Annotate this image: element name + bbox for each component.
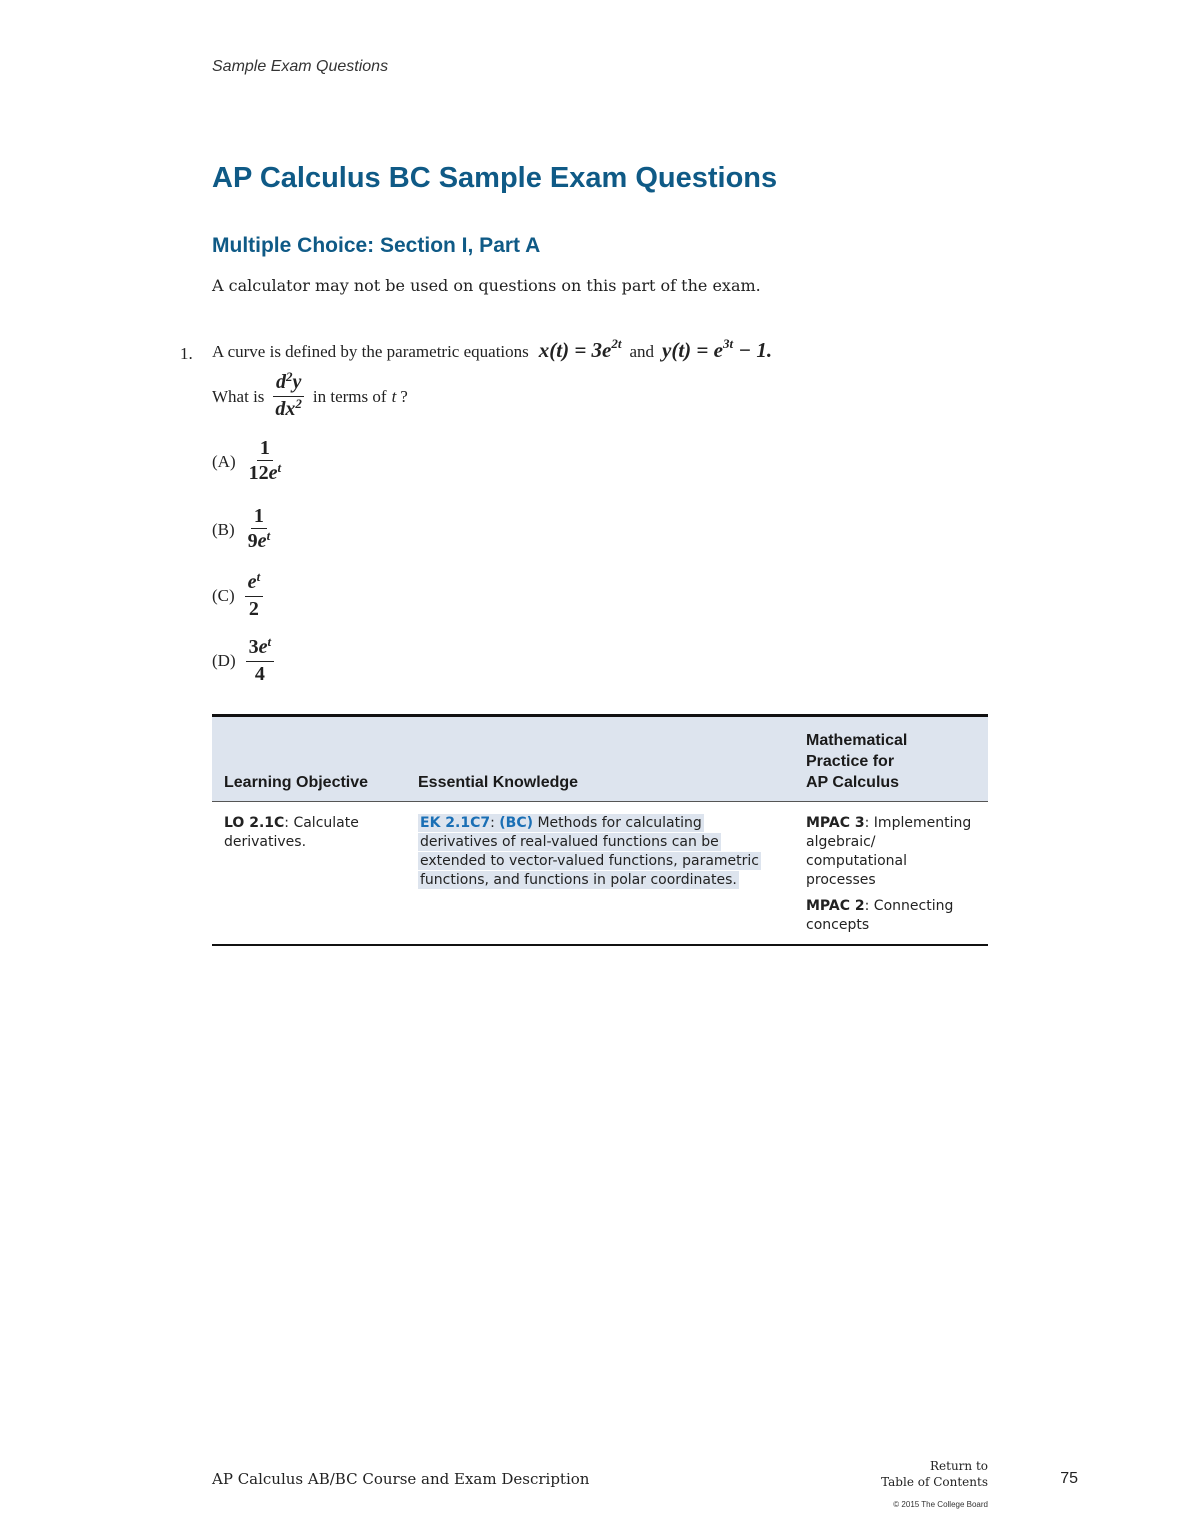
question-prompt bbox=[212, 370, 408, 423]
return-to-toc-link[interactable]: Return to Table of Contents bbox=[881, 1459, 988, 1489]
header-essential-knowledge: Essential Knowledge bbox=[418, 774, 579, 791]
choice-b-fraction: $\frac{1}{9e^t}$ bbox=[247, 505, 271, 552]
prompt-suffix: in terms of bbox=[312, 386, 387, 406]
question-number: 1. bbox=[180, 344, 193, 363]
footer-copyright: © 2015 The College Board bbox=[893, 1500, 988, 1509]
running-header: Sample Exam Questions bbox=[212, 58, 389, 75]
page-number: 75 bbox=[1060, 1470, 1078, 1487]
x-equation: $x(t) = 3e^{2t}$ bbox=[538, 336, 622, 362]
choice-d[interactable]: (D) $\frac{3e^t}{4}$ bbox=[212, 635, 282, 686]
section-instruction: A calculator may not be used on questions on this part of the exam. bbox=[212, 276, 761, 295]
math-practice-cell: MPAC 3: Implementing algebraic/ computational processes MPAC 2: Connecting concepts bbox=[806, 815, 972, 933]
table-header-row bbox=[212, 717, 988, 802]
question-text: A curve is defined by the parametric equations bbox=[212, 342, 529, 361]
choice-d-fraction: $\frac{3e^t}{4}$ bbox=[246, 635, 275, 686]
question-stem bbox=[212, 338, 772, 363]
page-title: AP Calculus BC Sample Exam Questions bbox=[212, 162, 778, 194]
table-row bbox=[212, 802, 988, 944]
prompt-prefix: What is bbox=[212, 386, 265, 406]
prompt-variable: t bbox=[391, 386, 397, 406]
learning-objective-cell: LO 2.1C: Calculate derivatives. bbox=[224, 815, 359, 850]
y-equation: $y(t) = e^{3t} - 1$. bbox=[662, 336, 773, 362]
section-title: Multiple Choice: Section I, Part A bbox=[212, 234, 541, 257]
footer-course-title: AP Calculus AB/BC Course and Exam Description bbox=[212, 1470, 590, 1488]
choice-c[interactable]: (C) $\frac{e^t}{2}$ bbox=[212, 570, 271, 621]
essential-knowledge-cell: EK 2.1C7: (BC) Methods for calculating derivatives of real-valued functions can be extended to vector-valued functions, parametric functions, and functions in polar coordinates. bbox=[420, 815, 760, 888]
ek-link[interactable]: EK 2.1C7 bbox=[420, 815, 491, 831]
header-math-practice: Mathematical Practice for AP Calculus bbox=[806, 732, 908, 791]
choice-c-fraction: $\frac{e^t}{2}$ bbox=[245, 570, 264, 621]
choice-a-fraction: $\frac{1}{12e^t}$ bbox=[248, 437, 282, 484]
second-derivative-fraction: $\frac{d^2y}{dx^2}$ bbox=[272, 370, 305, 423]
prompt-question-mark: ? bbox=[400, 386, 408, 406]
connector-text: and bbox=[629, 342, 655, 361]
choice-b[interactable]: (B) $\frac{1}{9e^t}$ bbox=[212, 504, 281, 555]
choice-a[interactable]: (A) $\frac{1}{12e^t}$ bbox=[212, 436, 292, 487]
alignment-table bbox=[212, 714, 988, 946]
header-learning-objective: Learning Objective bbox=[224, 774, 369, 791]
